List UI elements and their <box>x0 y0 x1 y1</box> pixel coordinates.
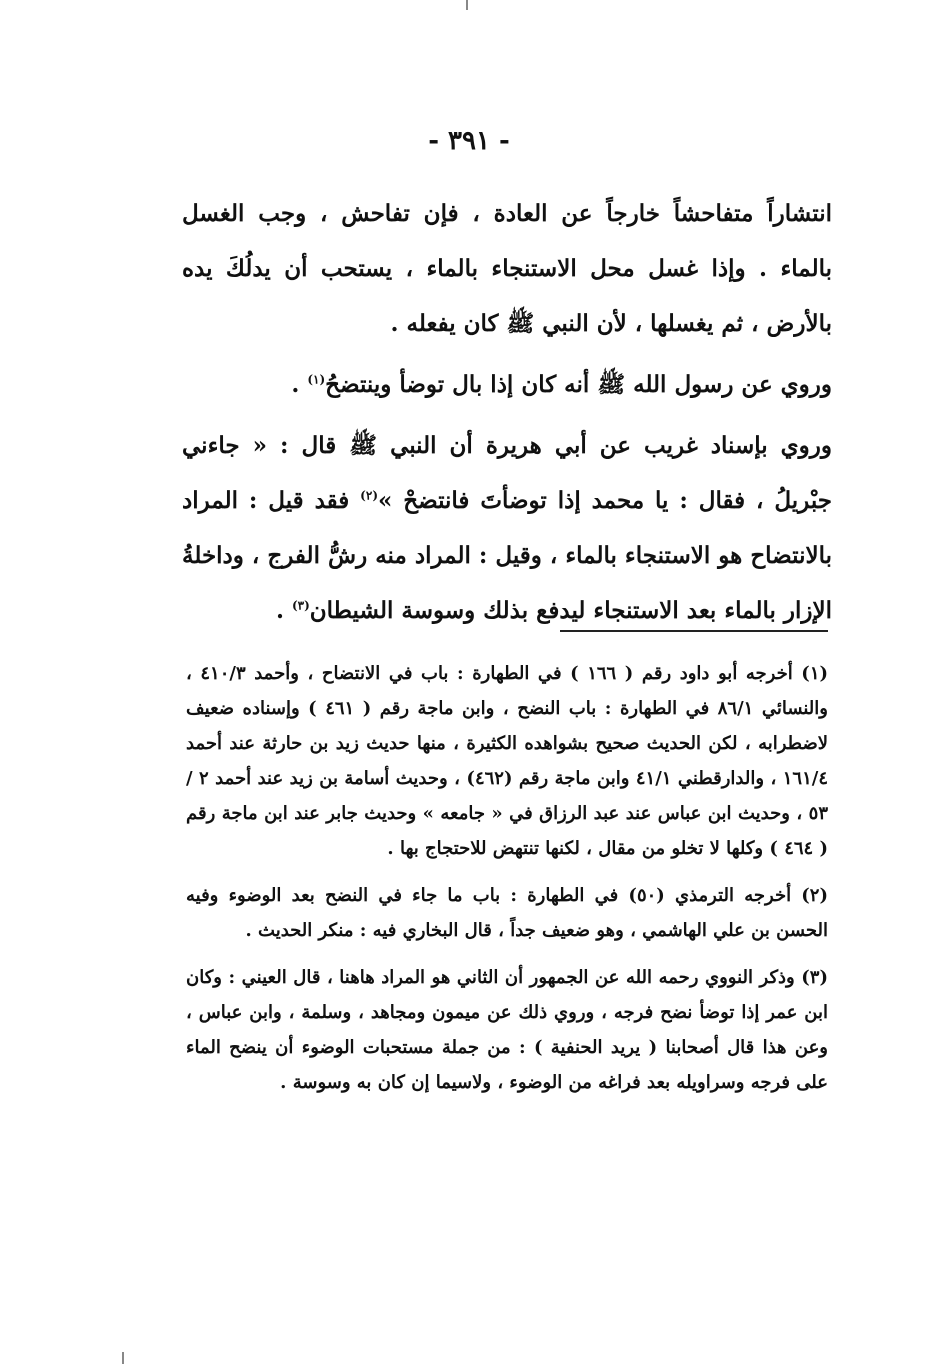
footnote-ref: (١) <box>307 372 326 387</box>
footnote: (١) أخرجه أبو داود رقم ( ١٦٦ ) في الطهارة : باب في الانتضاح ، وأحمد ٤١٠/٣ ، والنسائي ٨٦/١ في الطهارة : باب النضح ، وابن ماجة رقم ( ٤٦١ ) وإسناده ضعيف لاضطرابه ، لكن الحديث صحيح بشواهده الكثيرة ، منها حديث زيد بن حارثة عند أحمد ١٦١/٤ ، والدارقطني ٤١/١ وابن ماجة رقم (٤٦٢) ، وحديث أسامة بن زيد عند أحمد ٢ / ٥٣ ، وحديث ابن عباس عند عبد الرزاق في « جامعه » وحديث جابر عند ابن ماجة رقم ( ٤٦٤ ) وكلها لا تخلو من مقال ، لكنها تنتهض للاحتجاج بها . <box>186 663 829 859</box>
paragraph-text: وروي عن رسول الله ﷺ أنه كان إذا بال توضأ وينتضحُ <box>325 371 832 398</box>
paragraph-text-cont: فقد قيل : المراد بالانتضاح هو الاستنجاء بالماء ، وقيل : المراد منه رشُّ الفرج ، وداخلةُ الإزار بالماء بعد الاستنجاء ليدفع بذلك وسوسة الشيطان <box>182 487 832 624</box>
paragraph-text: انتشاراً متفاحشاً خارجاً عن العادة ، فإن تفاحش ، وجب الغسل بالماء . وإذا غسل محل الاستنجاء بالماء ، يستحب أن يدلُكَ يده بالأرض ، ثم يغسلها ، لأن النبي ﷺ كان يفعله . <box>182 200 832 337</box>
footnote-divider <box>560 630 828 632</box>
paragraph-text: وروي بإسناد غريب عن أبي هريرة أن النبي ﷺ قال : « جاءني جبْريلُ ، فقال : يا محمد إذا توضأتَ فانتضحْ » <box>182 432 832 514</box>
scan-mark <box>466 0 468 10</box>
main-paragraph <box>182 418 832 638</box>
page-number: - ٣٩١ - <box>428 126 510 156</box>
paragraph-text-end: . <box>275 597 292 624</box>
footnote: (٣) وذكر النووي رحمه الله عن الجمهور أن الثاني هو المراد هاهنا ، قال العيني : وكان ابن عمر إذا توضأ نضح فرجه ، وروي ذلك عن ميمون ومجاهد ، وسلمة ، وابن عباس ، وعن هذا قال أصحابنا ( يريد الحنفية ) : من جملة مستحبات الوضوء أن ينضح الماء على فرجه وسراويله بعد فراغه من الوضوء ، ولاسيما إن كان به وسوسة . <box>186 967 828 1093</box>
paragraph-text-end: . <box>291 371 308 398</box>
main-paragraph <box>182 186 832 351</box>
scan-mark <box>122 1352 124 1364</box>
footnote-ref: (٢) <box>360 488 378 503</box>
main-text <box>182 186 832 638</box>
footnote: (٢) أخرجه الترمذي (٥٠) في الطهارة : باب ما جاء في النضح بعد الوضوء وفيه الحسن بن علي الهاشمي ، وهو ضعيف جداً ، قال البخاري فيه : منكر الحديث . <box>186 885 828 941</box>
main-paragraph <box>182 357 832 412</box>
footnote-ref: (٣) <box>291 598 310 613</box>
footnotes <box>186 656 828 1100</box>
